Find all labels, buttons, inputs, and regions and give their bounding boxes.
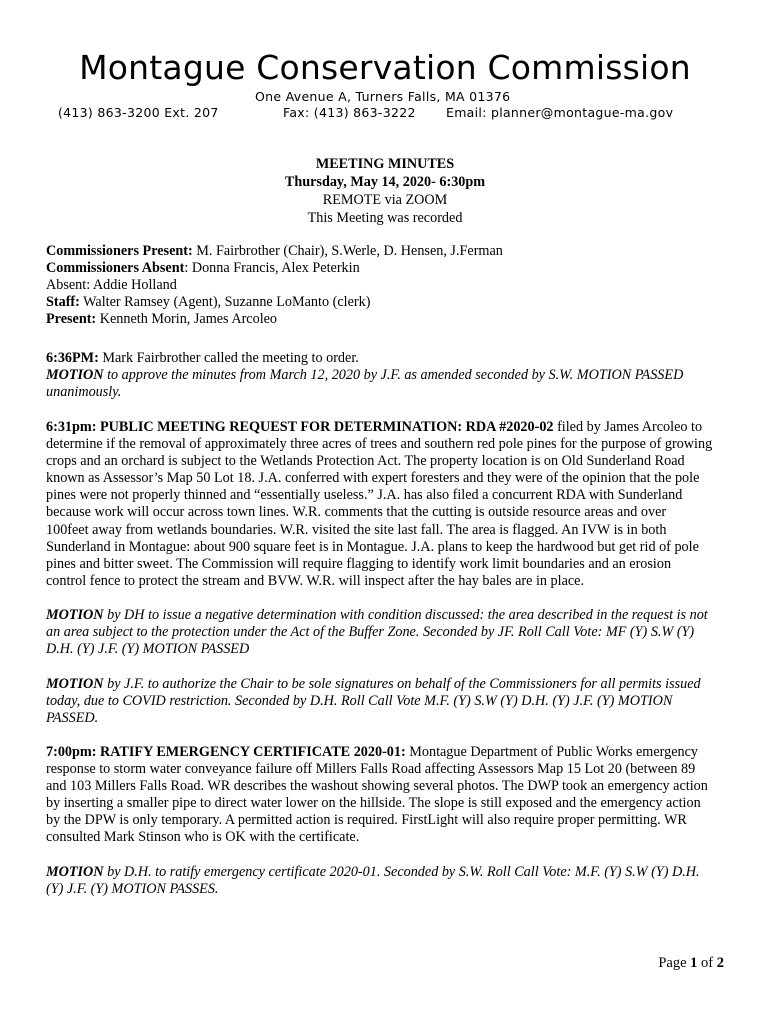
staff-value: Walter Ramsey (Agent), Suzanne LoManto (clerk) <box>79 294 371 311</box>
rda-lead-text: filed by James Arcoleo to <box>553 419 703 435</box>
call-to-order-time: 6:36PM: <box>46 350 99 366</box>
rda-heading-line <box>46 419 726 436</box>
commissioners-absent <box>46 260 726 277</box>
absent-other: Absent: Addie Holland <box>46 277 177 294</box>
page-number <box>658 955 724 972</box>
motion-keyword: MOTION <box>46 367 104 384</box>
emergency-motion-line: (Y) J.F. (Y) MOTION PASSES. <box>46 881 219 898</box>
total-pages: 2 <box>716 955 724 971</box>
rda-text-line: because work will occur across town lines. W.R. comments that the cutting is outside resource areas and over <box>46 504 667 521</box>
meeting-header <box>0 155 770 227</box>
motion-keyword: MOTION <box>46 864 104 880</box>
motion-text: by D.H. to ratify emergency certificate 2020-01. Seconded by S.W. Roll Call Vote: M.F. (Y) S.W (Y) D.H. <box>103 864 700 880</box>
rda-section <box>46 419 726 590</box>
emergency-text-line: response to storm water conveyance failure off Millers Falls Road affecting Assessors Map 15 Lot 20 (between 89 <box>46 761 696 778</box>
staff-label: Staff: <box>46 294 80 311</box>
organization-title: Montague Conservation Commission <box>79 48 691 87</box>
rda-heading: 6:31pm: PUBLIC MEETING REQUEST FOR DETERMINATION: RDA #2020-02 <box>46 419 554 435</box>
public-present-value: Kenneth Morin, James Arcoleo <box>96 311 278 328</box>
commissioners-present-value: M. Fairbrother (Chair), S.Werle, D. Hensen, J.Ferman <box>192 243 503 259</box>
emergency-text-line: by the DPW is only temporary. A permitted action is required. FirstLight will also require proper permitting. WR <box>46 812 687 829</box>
address-line: One Avenue A, Turners Falls, MA 01376 <box>255 89 511 104</box>
emergency-lead-text: Montague Department of Public Works emergency <box>405 744 698 760</box>
call-to-order-text: Mark Fairbrother called the meeting to order. <box>98 350 359 366</box>
public-present <box>46 311 726 328</box>
emergency-motion-line <box>46 864 726 881</box>
meeting-date: Thursday, May 14, 2020- 6:30pm <box>284 174 486 190</box>
emergency-text-line: and 103 Millers Falls Road. WR describes the washout showing several photos. The DWP took an emergency action <box>46 778 708 795</box>
motion-text: by J.F. to authorize the Chair to be sole signatures on behalf of the Commissioners for all permits issued <box>103 676 701 692</box>
emergency-heading: 7:00pm: RATIFY EMERGENCY CERTIFICATE 2020-01: <box>46 744 406 760</box>
commissioners-present-label: Commissioners Present: <box>46 243 193 259</box>
commissioners-absent-label: Commissioners Absent <box>46 260 185 277</box>
motion-text: by DH to issue a negative determination with condition discussed: the area described in the request is not <box>103 607 708 623</box>
minutes-motion-line-2: unanimously. <box>46 384 122 401</box>
attendance-section <box>46 243 726 328</box>
of-word: of <box>697 955 717 971</box>
meeting-recorded-note: This Meeting was recorded <box>307 210 463 226</box>
emergency-text-line: by inserting a smaller pipe to direct water lower on the hillside. The slope is still exposed and the emergency action <box>46 795 701 812</box>
rda-motion-2-line: PASSED. <box>46 710 99 727</box>
emergency-motion <box>46 864 726 898</box>
rda-text-line: pines and bitter sweet. The Commission will require flagging to identify work limit boundaries and an erosion <box>46 555 672 572</box>
call-to-order-section <box>46 350 726 401</box>
motion-keyword: MOTION <box>46 676 104 692</box>
fax-number: Fax: (413) 863-3222 <box>283 105 416 120</box>
call-to-order-line <box>46 350 726 367</box>
motion-keyword: MOTION <box>46 607 104 623</box>
rda-motion-2 <box>46 676 726 727</box>
motion-text: to approve the minutes from March 12, 2020 by J.F. as amended seconded by S.W. MOTION PASSED <box>103 367 684 384</box>
rda-text-line: crops and an orchard is subject to the Wetlands Protection Act. The property location is on Old Sunderland Road <box>46 453 685 470</box>
rda-motion-1-line <box>46 607 726 624</box>
rda-motion-2-line: today, due to COVID restriction. Seconded by D.H. Roll Call Vote M.F. (Y) S.W (Y) D.H. (Y) J.F. (Y) MOTION <box>46 693 673 710</box>
rda-motion-1 <box>46 607 726 658</box>
phone-number: (413) 863-3200 Ext. 207 <box>58 105 219 120</box>
email-address: Email: planner@montague-ma.gov <box>446 105 674 120</box>
commissioners-absent-value: : Donna Francis, Alex Peterkin <box>184 260 360 277</box>
commissioners-present <box>46 243 726 260</box>
rda-motion-1-line: an area subject to the protection under the Act of the Buffer Zone. Seconded by JF. Roll Call Vote: MF (Y) S.W (Y) <box>46 624 695 641</box>
rda-motion-1-line: D.H. (Y) J.F. (Y) MOTION PASSED <box>46 641 250 658</box>
current-page: 1 <box>690 955 698 971</box>
rda-text-line: 100feet away from wetlands boundaries. W.R. visited the site last fall. The area is flagged. An IVW is in both <box>46 521 667 538</box>
emergency-section <box>46 744 726 847</box>
rda-text-line: known as Assessor’s Map 50 Lot 18. J.A. conferred with expert foresters and they were of the opinion that the pole <box>46 470 700 487</box>
minutes-motion-line-1 <box>46 367 726 384</box>
page-word: Page <box>658 955 691 971</box>
rda-text-line: Sunderland in Montague: about 900 square feet is in Montague. J.A. plans to keep the hardwood but get rid of pole <box>46 538 699 555</box>
rda-text-line: pines were not properly thinned and “essentially useless.” J.A. has also filed a concurrent RDA with Sunderland <box>46 487 683 504</box>
meeting-heading: MEETING MINUTES <box>315 156 455 172</box>
meeting-location: REMOTE via ZOOM <box>322 192 448 208</box>
rda-text-line: determine if the removal of approximately three acres of trees and southern red pole pines for the purpose of growing <box>46 436 713 453</box>
emergency-heading-line <box>46 744 726 761</box>
staff-present <box>46 294 726 311</box>
rda-text-line: control fence to protect the stream and BVW. W.R. will inspect after the hay bales are in place. <box>46 572 585 589</box>
rda-motion-2-line <box>46 676 726 693</box>
emergency-text-line: consulted Mark Stinson who is OK with the certificate. <box>46 829 360 846</box>
public-present-label: Present: <box>46 311 97 328</box>
